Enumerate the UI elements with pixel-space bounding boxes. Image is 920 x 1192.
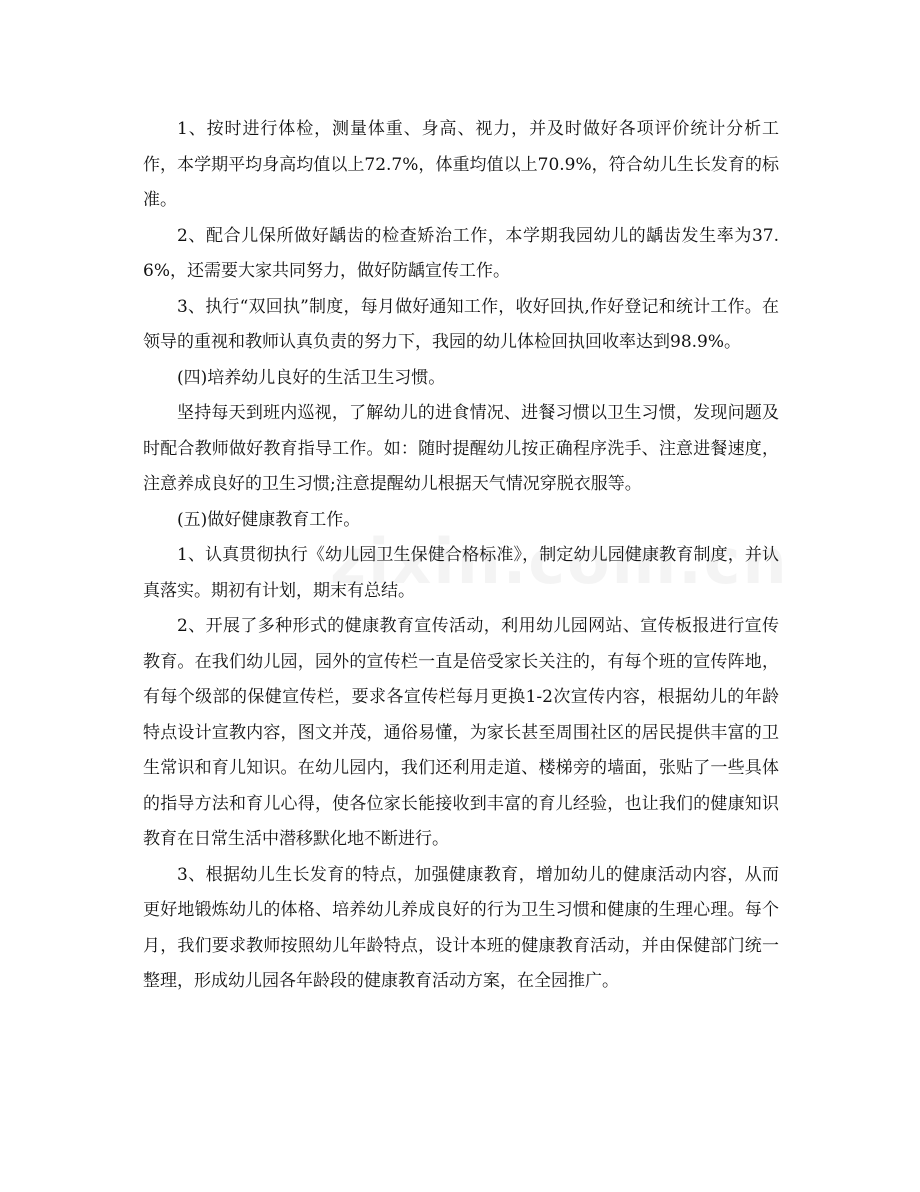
paragraph-daily-inspection: 坚持每天到班内巡视，了解幼儿的进食情况、进餐习惯以卫生习惯，发现问题及时配合教师做好教育指导工作。如：随时提醒幼儿按正确程序洗手、注意进餐速度，注意养成良好的卫生习惯;注意提醒幼儿根据天气情况穿脱衣服等。 [143, 403, 779, 494]
paragraph-checkup: 1、按时进行体检，测量体重、身高、视力，并及时做好各项评价统计分析工作，本学期平均身高均值以上72.7%，体重均值以上70.9%，符合幼儿生长发育的标准。 [143, 119, 779, 210]
section-heading-5: (五)做好健康教育工作。 [177, 509, 361, 530]
paragraph-dental-caries: 2、配合儿保所做好龋齿的检查矫治工作，本学期我园幼儿的龋齿发生率为37.6%，还需要大家共同努力，做好防龋宣传工作。 [143, 225, 779, 281]
paragraph-health-publicity: 2、开展了多种形式的健康教育宣传活动，利用幼儿园网站、宣传板报进行宣传教育。在我们幼儿园，园外的宣传栏一直是倍受家长关注的，有每个班的宣传阵地，有每个级部的保健宣传栏，要求各宣传栏每月更换1-2次宣传内容，根据幼儿的年龄特点设计宣教内容，图文并茂，通俗易懂，为家长甚至周围社区的居民提供丰富的卫生常识和育儿知识。在幼儿园内，我们还利用走道、楼梯旁的墙面，张贴了一些具体的指导方法和育儿心得，使各位家长能接收到丰富的育儿经验，也让我们的健康知识教育在日常生活中潜移默化地不断进行。 [143, 616, 779, 849]
paragraph-health-activities: 3、根据幼儿生长发育的特点，加强健康教育，增加幼儿的健康活动内容，从而更好地锻炼幼儿的体格、培养幼儿养成良好的行为卫生习惯和健康的生理心理。每个月，我们要求教师按照幼儿年龄特点，设计本班的健康教育活动，并由保健部门统一整理，形成幼儿园各年龄段的健康教育活动方案，在全园推广。 [143, 864, 779, 991]
document-body [143, 112, 779, 1000]
paragraph-double-receipt: 3、执行“双回执”制度，每月做好通知工作，收好回执,作好登记和统计工作。在领导的重视和教师认真负责的努力下，我园的幼儿体检回执回收率达到98.9%。 [143, 296, 779, 352]
section-heading-4: (四)培养幼儿良好的生活卫生习惯。 [177, 367, 446, 388]
paragraph-health-standards: 1、认真贯彻执行《幼儿园卫生保健合格标准》，制定幼儿园健康教育制度，并认真落实。期初有计划，期末有总结。 [143, 545, 779, 601]
